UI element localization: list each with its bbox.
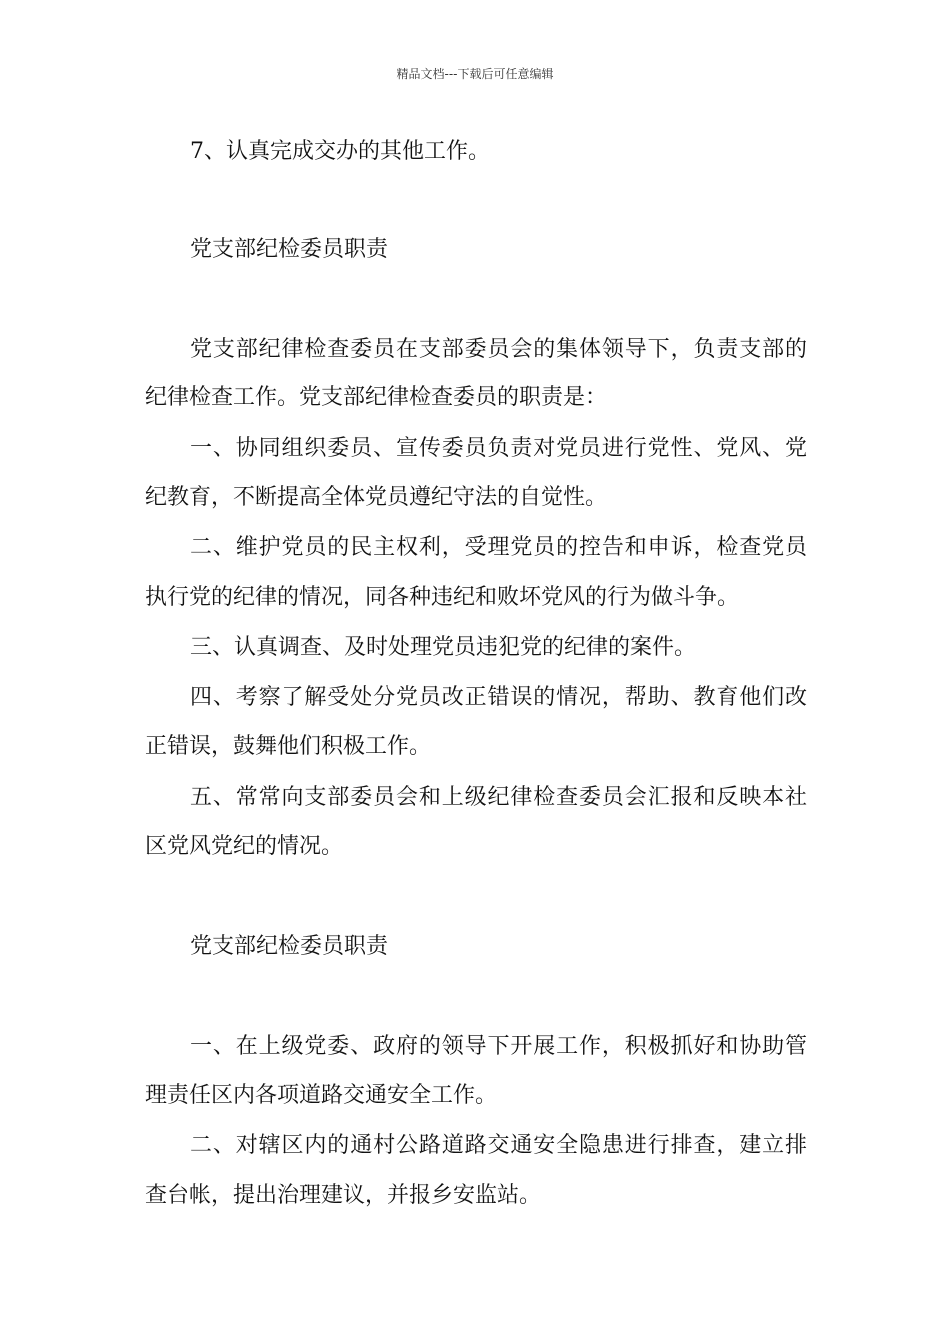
- section-1-item-2-line-1: 二、维护党员的民主权利，受理党员的控告和申诉，检查党员: [190, 535, 807, 560]
- section-1-item-2-line-2: 执行党的纪律的情况，同各种违纪和败坏党风的行为做斗争。: [145, 585, 740, 610]
- section-2-title: 党支部纪检委员职责: [190, 934, 389, 959]
- section-1-item-3-line-1: 三、认真调查、及时处理党员违犯党的纪律的案件。: [190, 635, 697, 660]
- section-1-item-5-line-1: 五、常常向支部委员会和上级纪律检查委员会汇报和反映本社: [190, 785, 807, 810]
- section-1-intro-line-2: 纪律检查工作。党支部纪律检查委员的职责是：: [145, 385, 608, 410]
- section-1-title: 党支部纪检委员职责: [190, 237, 389, 262]
- page-header: 精品文档---下载后可任意编辑: [396, 67, 554, 81]
- section-2-item-2-line-2: 查台帐，提出治理建议，并报乡安监站。: [145, 1183, 542, 1208]
- section-1-item-4-line-1: 四、考察了解受处分党员改正错误的情况，帮助、教育他们改: [190, 685, 807, 710]
- section-2-item-1-line-1: 一、在上级党委、政府的领导下开展工作，积极抓好和协助管: [190, 1034, 807, 1059]
- section-2-item-2-line-1: 二、对辖区内的通村公路道路交通安全隐患进行排查，建立排: [190, 1133, 807, 1158]
- section-1-item-4-line-2: 正错误，鼓舞他们积极工作。: [145, 734, 432, 759]
- section-1-item-1-line-2: 纪教育，不断提高全体党员遵纪守法的自觉性。: [145, 485, 608, 510]
- section-2-item-1-line-2: 理责任区内各项道路交通安全工作。: [145, 1083, 498, 1108]
- section-1-intro-line-1: 党支部纪律检查委员在支部委员会的集体领导下，负责支部的: [190, 337, 807, 362]
- item-7: 7、认真完成交办的其他工作。: [190, 139, 490, 164]
- section-1-item-1-line-1: 一、协同组织委员、宣传委员负责对党员进行党性、党风、党: [190, 436, 807, 461]
- section-1-item-5-line-2: 区党风党纪的情况。: [145, 834, 344, 859]
